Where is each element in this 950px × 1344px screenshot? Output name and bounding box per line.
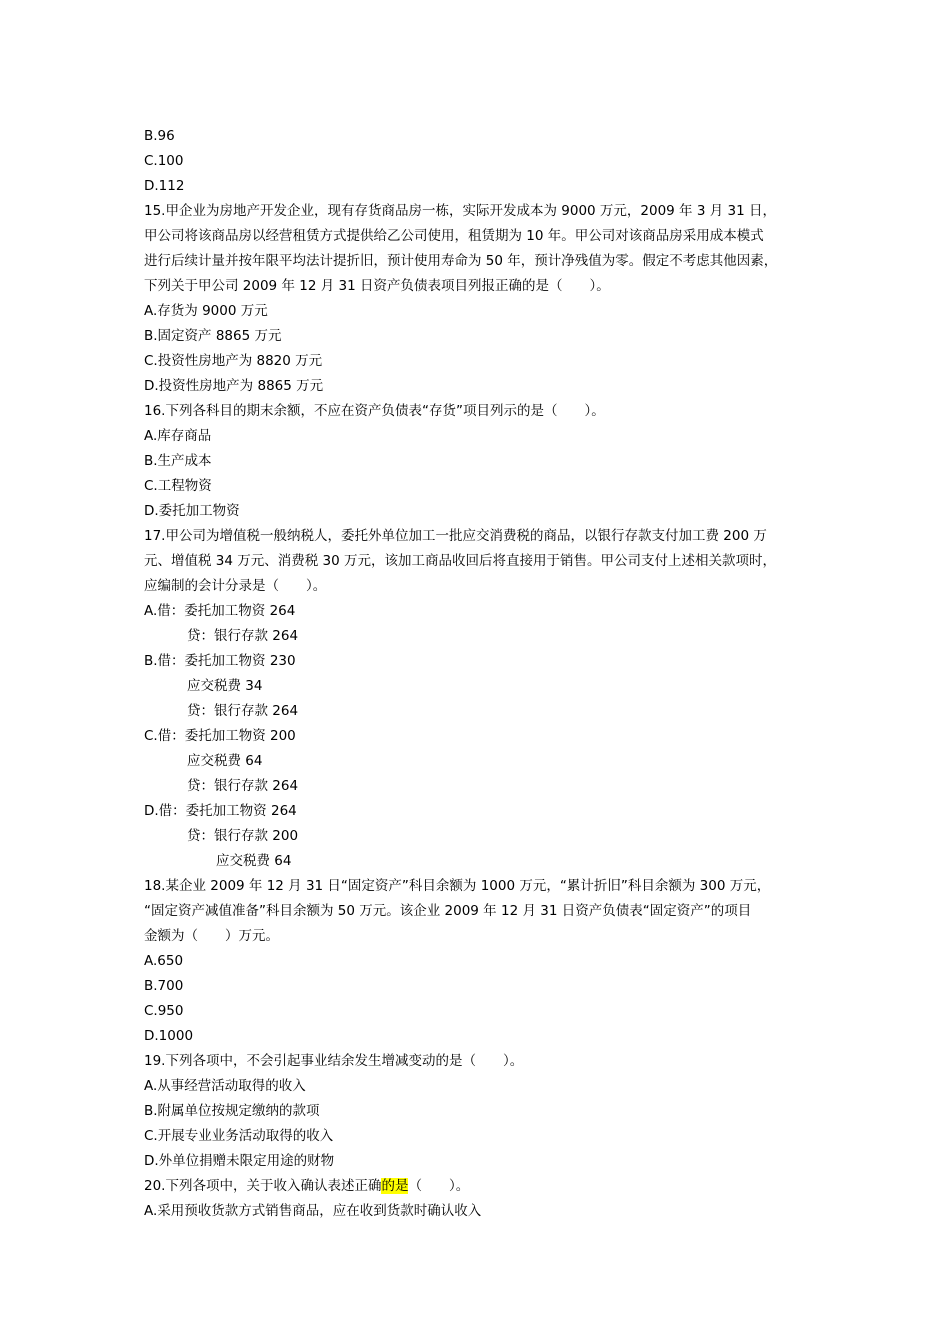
q17-stem-line-3: 应编制的会计分录是（ ）。 [144,578,327,594]
q17-option-a-credit: 贷：银行存款 264 [187,628,299,644]
q17-option-a-debit: A.借：委托加工物资 264 [144,603,296,619]
q18-stem-line-2: “固定资产减值准备”科目余额为 50 万元。该企业 2009 年 12 月 31 日资产负债表“固定资产”的项目 [144,903,752,919]
q16-option-d: D.委托加工物资 [144,503,240,519]
q17-option-b-credit: 贷：银行存款 264 [187,703,299,719]
q19-option-b: B.附属单位按规定缴纳的款项 [144,1103,320,1119]
q18-option-a: A.650 [144,953,184,969]
q16-option-a: A.库存商品 [144,428,212,444]
q17-option-d-tax: 应交税费 64 [216,853,292,869]
q20-stem-text: 20.下列各项中，关于收入确认表述正确 [144,1178,382,1194]
q15-stem-line-4: 下列关于甲公司 2009 年 12 月 31 日资产负债表项目列报正确的是（ ）。 [144,278,610,294]
q15-option-a: A.存货为 9000 万元 [144,303,268,319]
q18-option-b: B.700 [144,978,184,994]
q17-option-b-tax: 应交税费 34 [187,678,263,694]
q15-option-b: B.固定资产 8865 万元 [144,328,282,344]
q20-option-a: A.采用预收货款方式销售商品，应在收到货款时确认收入 [144,1203,482,1219]
q20-stem-tail: （ ）。 [408,1178,470,1194]
q17-stem-line-1: 17.甲公司为增值税一般纳税人，委托外单位加工一批应交消费税的商品，以银行存款支付加工费 200 万 [144,528,767,544]
q18-stem-line-1: 18.某企业 2009 年 12 月 31 日“固定资产”科目余额为 1000 万元，“累计折旧”科目余额为 300 万元， [144,878,771,894]
q14-option-c: C.100 [144,153,184,169]
q18-option-c: C.950 [144,1003,184,1019]
q17-stem-line-2: 元、增值税 34 万元、消费税 30 万元，该加工商品收回后将直接用于销售。甲公司支付上述相关款项时， [144,553,777,569]
q18-option-d: D.1000 [144,1028,194,1044]
q14-option-b: B.96 [144,128,175,144]
q16-option-b: B.生产成本 [144,453,212,469]
q20-highlighted-text: 的是 [381,1178,409,1194]
q17-option-d-credit: 贷：银行存款 200 [187,828,299,844]
q19-option-a: A.从事经营活动取得的收入 [144,1078,306,1094]
q15-stem-line-1: 15.甲企业为房地产开发企业，现有存货商品房一栋，实际开发成本为 9000 万元，2009 年 3 月 31 日， [144,203,776,219]
q19-option-d: D.外单位捐赠未限定用途的财物 [144,1153,335,1169]
q17-option-b-debit: B.借：委托加工物资 230 [144,653,296,669]
q20-stem [144,1174,824,1199]
q14-option-d: D.112 [144,178,185,194]
q17-option-d-debit: D.借：委托加工物资 264 [144,803,297,819]
q16-stem: 16.下列各科目的期末余额，不应在资产负债表“存货”项目列示的是（ ）。 [144,403,605,419]
q15-stem-line-3: 进行后续计量并按年限平均法计提折旧，预计使用寿命为 50 年，预计净残值为零。假定不考虑其他因素， [144,253,778,269]
q19-stem: 19.下列各项中，不会引起事业结余发生增减变动的是（ ）。 [144,1053,524,1069]
q18-stem-line-3: 金额为（ ）万元。 [144,928,279,944]
q17-option-c-tax: 应交税费 64 [187,753,263,769]
document-body [144,124,824,1224]
q17-option-c-debit: C.借：委托加工物资 200 [144,728,296,744]
q19-option-c: C.开展专业业务活动取得的收入 [144,1128,334,1144]
q15-option-d: D.投资性房地产为 8865 万元 [144,378,324,394]
q17-option-c-credit: 贷：银行存款 264 [187,778,299,794]
q15-stem-line-2: 甲公司将该商品房以经营租赁方式提供给乙公司使用，租赁期为 10 年。甲公司对该商品房采用成本模式 [144,228,764,244]
q15-option-c: C.投资性房地产为 8820 万元 [144,353,323,369]
q16-option-c: C.工程物资 [144,478,212,494]
